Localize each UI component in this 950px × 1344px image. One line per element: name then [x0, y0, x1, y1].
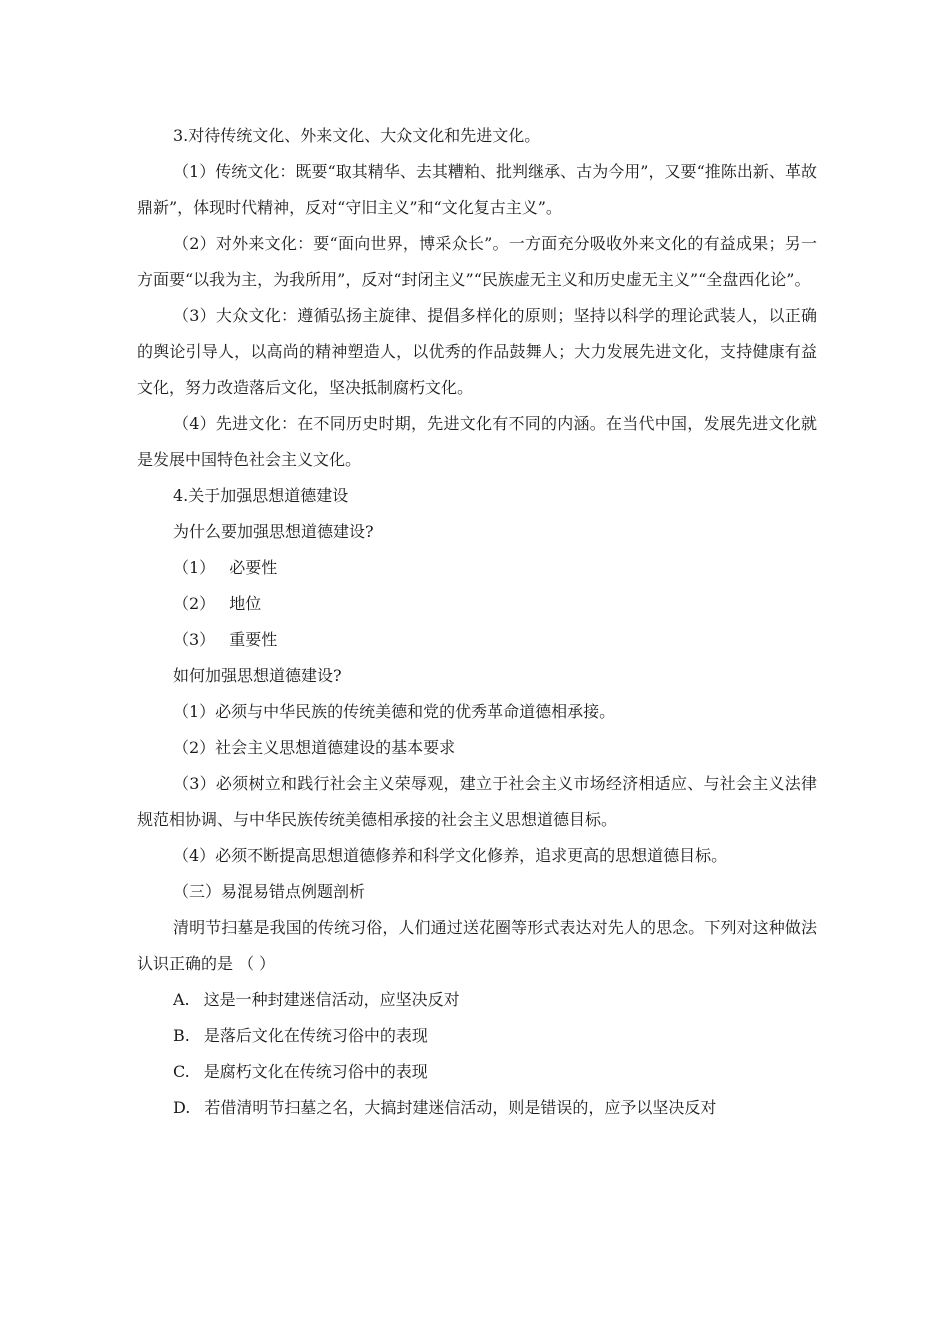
list-item [137, 550, 817, 586]
list-item-number: （1） [173, 558, 216, 577]
paragraph-foreign-culture: （2）对外来文化：要“面向世界，博采众长”。一方面充分吸收外来文化的有益成果；另一方面要“以我为主，为我所用”，反对“封闭主义”“民族虚无主义和历史虚无主义”“全盘西化论”。 [137, 234, 817, 289]
list-item [137, 586, 817, 622]
list-item-number: （2） [173, 594, 216, 613]
question-why: 为什么要加强思想道德建设? [173, 522, 374, 541]
answer-item: （4）必须不断提高思想道德修养和科学文化修养，追求更高的思想道德目标。 [173, 846, 728, 865]
option-key: B. [173, 1026, 190, 1045]
list-item [137, 622, 817, 658]
option-text: 是腐朽文化在传统习俗中的表现 [203, 1062, 428, 1081]
list-item-text: 必要性 [229, 558, 278, 577]
option-text: 这是一种封建迷信活动，应坚决反对 [203, 990, 460, 1009]
paragraph-traditional-culture: （1）传统文化：既要“取其精华、去其糟粕、批判继承、古为今用”，又要“推陈出新、革故鼎新”，体现时代精神，反对“守旧主义”和“文化复古主义”。 [137, 162, 817, 217]
question-how: 如何加强思想道德建设? [173, 666, 342, 685]
document-body [137, 118, 817, 1126]
answer-item: （2）社会主义思想道德建设的基本要求 [173, 738, 456, 757]
option-b [137, 1018, 817, 1054]
list-item-text: 地位 [229, 594, 262, 613]
answer-item: （1）必须与中华民族的传统美德和党的优秀革命道德相承接。 [173, 702, 616, 721]
option-key: A. [173, 990, 190, 1009]
section-5-heading: （三）易混易错点例题剖析 [173, 882, 366, 901]
option-key: D. [173, 1098, 191, 1117]
option-text: 是落后文化在传统习俗中的表现 [203, 1026, 428, 1045]
option-key: C. [173, 1062, 190, 1081]
section-4-heading: 4.关于加强思想道德建设 [173, 486, 349, 505]
section-3-heading: 3.对待传统文化、外来文化、大众文化和先进文化。 [173, 126, 541, 145]
option-text: 若借清明节扫墓之名，大搞封建迷信活动，则是错误的，应予以坚决反对 [204, 1098, 717, 1117]
list-item-text: 重要性 [229, 630, 278, 649]
option-c [137, 1054, 817, 1090]
option-d [137, 1090, 817, 1126]
answer-item: （3）必须树立和践行社会主义荣辱观，建立于社会主义市场经济相适应、与社会主义法律规范相协调、与中华民族传统美德相承接的社会主义思想道德目标。 [137, 774, 817, 829]
list-item-number: （3） [173, 630, 216, 649]
paragraph-mass-culture: （3）大众文化：遵循弘扬主旋律、提倡多样化的原则；坚持以科学的理论武装人，以正确的舆论引导人，以高尚的精神塑造人，以优秀的作品鼓舞人；大力发展先进文化，支持健康有益文化，努力改造落后文化，坚决抵制腐朽文化。 [137, 306, 817, 397]
paragraph-advanced-culture: （4）先进文化：在不同历史时期，先进文化有不同的内涵。在当代中国，发展先进文化就是发展中国特色社会主义文化。 [137, 414, 817, 469]
example-question: 清明节扫墓是我国的传统习俗，人们通过送花圈等形式表达对先人的思念。下列对这种做法认识正确的是 （ ） [137, 918, 817, 973]
option-a [137, 982, 817, 1018]
